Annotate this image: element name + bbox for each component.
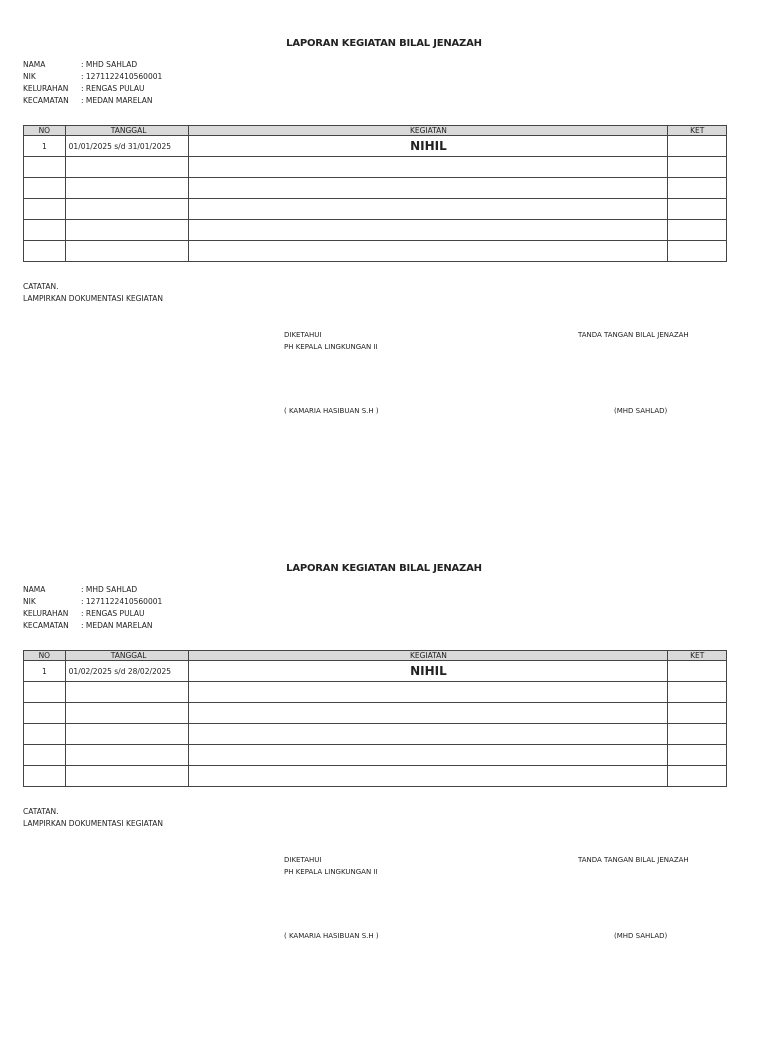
cell-tanggal: 01/02/2025 s/d 28/02/2025 xyxy=(65,661,189,682)
signature-right-line1: TANDA TANGAN BILAL JENAZAH xyxy=(578,856,689,864)
info-value: : MEDAN MARELAN xyxy=(81,96,153,105)
table-header-row xyxy=(24,126,727,136)
info-row-kelurahan xyxy=(23,83,162,95)
table-row xyxy=(24,178,727,199)
info-value: : MEDAN MARELAN xyxy=(81,621,153,630)
cell-ket xyxy=(668,136,727,157)
cell-ket xyxy=(668,241,727,262)
officer-info xyxy=(23,59,162,107)
cell-ket xyxy=(668,220,727,241)
table-row xyxy=(24,766,727,787)
cell-tanggal xyxy=(65,220,189,241)
cell-ket xyxy=(668,703,727,724)
signatory-left-name: ( KAMARIA HASIBUAN S.H ) xyxy=(284,932,379,940)
info-label: NIK xyxy=(23,72,36,81)
cell-tanggal xyxy=(65,682,189,703)
cell-tanggal xyxy=(65,157,189,178)
table-row xyxy=(24,199,727,220)
cell-tanggal xyxy=(65,199,189,220)
cell-no xyxy=(24,157,66,178)
cell-ket xyxy=(668,724,727,745)
cell-no xyxy=(24,199,66,220)
cell-kegiatan: NIHIL xyxy=(189,661,668,682)
report-title: LAPORAN KEGIATAN BILAL JENAZAH xyxy=(286,563,482,574)
cell-no xyxy=(24,241,66,262)
cell-tanggal xyxy=(65,703,189,724)
signature-left-line2: PH KEPALA LINGKUNGAN II xyxy=(284,343,378,351)
notes-text: LAMPIRKAN DOKUMENTASI KEGIATAN xyxy=(23,819,163,828)
info-value: : RENGAS PULAU xyxy=(81,84,145,93)
cell-no xyxy=(24,220,66,241)
signature-acknowledged xyxy=(284,854,378,878)
cell-tanggal: 01/01/2025 s/d 31/01/2025 xyxy=(65,136,189,157)
table-row xyxy=(24,703,727,724)
cell-ket xyxy=(668,157,727,178)
table-header-row xyxy=(24,651,727,661)
report-january xyxy=(0,0,768,520)
cell-no: 1 xyxy=(24,136,66,157)
signatory-left-name: ( KAMARIA HASIBUAN S.H ) xyxy=(284,407,379,415)
info-value: : 1271122410560001 xyxy=(81,72,163,81)
table-row xyxy=(24,136,727,157)
signature-left-line1: DIKETAHUI xyxy=(284,331,322,339)
info-label: KELURAHAN xyxy=(23,84,69,93)
header-kegiatan: KEGIATAN xyxy=(189,651,668,661)
table-row xyxy=(24,724,727,745)
cell-kegiatan xyxy=(189,766,668,787)
notes xyxy=(23,281,163,305)
signatory-right-name: (MHD SAHLAD) xyxy=(614,932,668,940)
table-row xyxy=(24,157,727,178)
info-row-kelurahan xyxy=(23,608,162,620)
notes-heading: CATATAN. xyxy=(23,282,59,291)
activity-table xyxy=(23,125,727,262)
info-label: NIK xyxy=(23,597,36,606)
table-row xyxy=(24,661,727,682)
cell-ket xyxy=(668,199,727,220)
cell-no xyxy=(24,766,66,787)
table-row xyxy=(24,745,727,766)
cell-ket xyxy=(668,661,727,682)
cell-no xyxy=(24,724,66,745)
cell-tanggal xyxy=(65,766,189,787)
cell-no xyxy=(24,178,66,199)
header-no: NO xyxy=(24,126,66,136)
header-tanggal: TANGGAL xyxy=(65,651,189,661)
header-no: NO xyxy=(24,651,66,661)
cell-kegiatan xyxy=(189,178,668,199)
table-row xyxy=(24,682,727,703)
header-ket: KET xyxy=(668,126,727,136)
report-title: LAPORAN KEGIATAN BILAL JENAZAH xyxy=(286,38,482,49)
header-ket: KET xyxy=(668,651,727,661)
cell-no: 1 xyxy=(24,661,66,682)
signature-bilal xyxy=(578,329,689,341)
activity-table xyxy=(23,650,727,787)
cell-kegiatan xyxy=(189,157,668,178)
notes xyxy=(23,806,163,830)
signatory-right-name: (MHD SAHLAD) xyxy=(614,407,668,415)
info-label: NAMA xyxy=(23,585,46,594)
info-label: KECAMATAN xyxy=(23,621,69,630)
cell-tanggal xyxy=(65,241,189,262)
signature-right-line1: TANDA TANGAN BILAL JENAZAH xyxy=(578,331,689,339)
cell-kegiatan xyxy=(189,724,668,745)
cell-tanggal xyxy=(65,724,189,745)
cell-kegiatan xyxy=(189,220,668,241)
cell-kegiatan xyxy=(189,199,668,220)
cell-kegiatan: NIHIL xyxy=(189,136,668,157)
header-kegiatan: KEGIATAN xyxy=(189,126,668,136)
info-row-nama xyxy=(23,584,162,596)
info-row-nama xyxy=(23,59,162,71)
cell-kegiatan xyxy=(189,682,668,703)
info-value: : MHD SAHLAD xyxy=(81,585,138,594)
header-tanggal: TANGGAL xyxy=(65,126,189,136)
cell-tanggal xyxy=(65,178,189,199)
signature-left-line2: PH KEPALA LINGKUNGAN II xyxy=(284,868,378,876)
notes-heading: CATATAN. xyxy=(23,807,59,816)
table-row xyxy=(24,220,727,241)
info-row-kecamatan xyxy=(23,95,162,107)
info-value: : MHD SAHLAD xyxy=(81,60,138,69)
cell-ket xyxy=(668,682,727,703)
notes-text: LAMPIRKAN DOKUMENTASI KEGIATAN xyxy=(23,294,163,303)
cell-kegiatan xyxy=(189,745,668,766)
info-row-nik xyxy=(23,596,162,608)
officer-info xyxy=(23,584,162,632)
info-row-kecamatan xyxy=(23,620,162,632)
cell-no xyxy=(24,682,66,703)
info-label: KECAMATAN xyxy=(23,96,69,105)
cell-ket xyxy=(668,745,727,766)
table-row xyxy=(24,241,727,262)
report-february xyxy=(0,525,768,1045)
signature-bilal xyxy=(578,854,689,866)
signature-acknowledged xyxy=(284,329,378,353)
cell-no xyxy=(24,703,66,724)
info-value: : RENGAS PULAU xyxy=(81,609,145,618)
cell-ket xyxy=(668,178,727,199)
cell-kegiatan xyxy=(189,241,668,262)
info-value: : 1271122410560001 xyxy=(81,597,163,606)
info-label: NAMA xyxy=(23,60,46,69)
cell-no xyxy=(24,745,66,766)
info-label: KELURAHAN xyxy=(23,609,69,618)
signature-left-line1: DIKETAHUI xyxy=(284,856,322,864)
info-row-nik xyxy=(23,71,162,83)
cell-ket xyxy=(668,766,727,787)
cell-kegiatan xyxy=(189,703,668,724)
cell-tanggal xyxy=(65,745,189,766)
